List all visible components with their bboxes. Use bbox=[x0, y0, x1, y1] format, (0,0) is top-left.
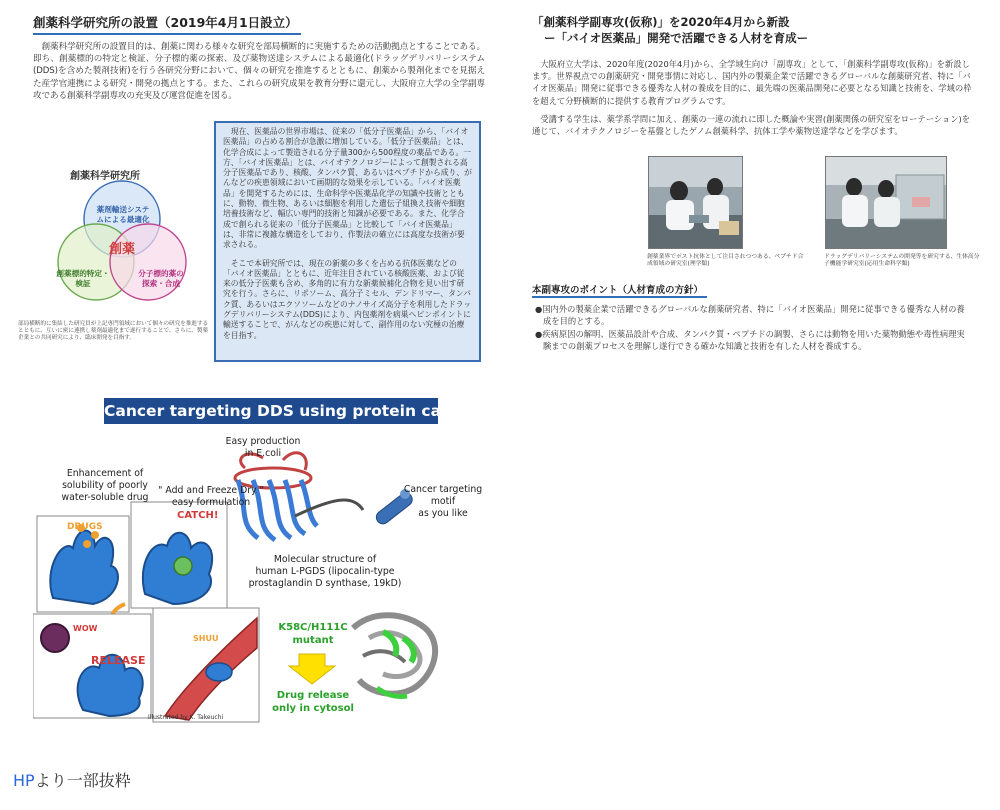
venn-left-label: 創薬標的特定・検証 bbox=[56, 269, 110, 288]
catch-label: CATCH! bbox=[177, 510, 219, 521]
venn-title: 創薬科学研究所 bbox=[70, 171, 140, 182]
lab-photo-peptide bbox=[648, 156, 743, 249]
institute-section bbox=[18, 14, 485, 362]
points-title: 本副専攻のポイント（人材育成の方針） bbox=[532, 285, 704, 296]
box-paragraph-2: そこで本研究所では、現在の新薬の多くを占める抗体医薬などの「バイオ医薬品」とともに、近年注目されている核酸医薬、および従来の低分子医薬も含め、多角的に有力な新薬候補化合物を見い出す研究を行う。さらに、リポソーム、高分子ミセル、デンドリマー、タンパク質、あるいはエクソソームなどのナノサイズ高分子を利用したドラッグデリバリーシステム(DDS)により、内包薬剤を病巣へピンポイントに輸送することで、がんなどの疾患に対して、副作用のない究極の治療を目指す。 bbox=[223, 258, 472, 340]
box-paragraph-1: 現在、医薬品の世界市場は、従来の「低分子医薬品」から、「バイオ医薬品」の占める割合が急激に増加している。「低分子医薬品」とは、化学合成によって製造される分子量300から500程度の薬品である。一方、「バイオ医薬品」とは、バイオテクノロジーによって創製される高分子医薬品であり、核酸、タンパク質、あるいはペプチドから成り、がんなどの疾患領域において画期的な効果を示している。「バイオ医薬品」を開発するためには、生命科学や医薬品化学の知識や技術とともに、動物、微生物、あるいは細胞を利用した遺伝子組換え技術や細胞培養技術など、幅広い専門的技術と知識が必要である。また、化学合成で創られる従来の「低分子医薬品」と比較して「バイオ医薬品」は、非常に複雑な構造をしており、作製法の確立には高度な技術が要求される。 bbox=[223, 127, 472, 250]
drug-release-label: Drug release only in cytosol bbox=[272, 690, 354, 714]
venn-diagram bbox=[18, 149, 211, 362]
venn-circle-right bbox=[110, 224, 186, 300]
wow-label: WOW bbox=[73, 624, 98, 633]
down-arrow-icon bbox=[289, 654, 335, 684]
hp-link[interactable]: HP bbox=[13, 771, 35, 790]
course-body-1: 大阪府立大学は、2020年度(2020年4月)から、全学域生向け「副専攻」として、「創薬科学副専攻(仮称)」を新設します。世界視点での創薬研究・開発事情に対応し、国内外の製薬企業で活躍できるグローバルな創薬研究者、特に「バイオ医薬品」開発に従事できる優秀な人材の養成を目的に、最先端の医薬品開発に必要となる知識と技術を、学域の枠を超えて分野横断的に提供する教育プログラムです。 bbox=[532, 59, 972, 106]
venn-top-label: 薬剤輸送システムによる最適化 bbox=[96, 205, 150, 224]
course-title-line2: ー「バイオ医薬品」開発で活躍できる人材を育成ー bbox=[544, 31, 809, 45]
vessel-panel-shuu bbox=[153, 608, 259, 722]
title-underline bbox=[33, 33, 301, 35]
venn-center-label: 創薬 bbox=[108, 242, 136, 257]
ribbon-structure-graphic bbox=[353, 615, 435, 696]
drugs-label: DRUGS bbox=[67, 522, 103, 532]
bio-drug-info-box bbox=[214, 121, 481, 362]
institute-title: 創薬科学研究所の設置（2019年4月1日設立） bbox=[33, 15, 298, 30]
illustration-credit: Illustrated by K. Takeuchi bbox=[148, 714, 224, 721]
photo-caption-peptide: 創薬業界でポスト抗体として注目されつつある、ペプチド合成領域の研究室(理学類) bbox=[647, 254, 804, 268]
lab-photo-dds bbox=[825, 156, 947, 249]
photo-caption-dds: ドラッグデリバリーシステムの開発等を研究する、生体高分子機能学研究室(応用生命科学類) bbox=[824, 254, 980, 268]
mutant-label: K58C/H111C mutant bbox=[278, 622, 348, 646]
shuu-label: SHUU bbox=[193, 634, 219, 643]
add-freeze-label: " Add and Freeze Dry " easy formulation bbox=[158, 485, 264, 508]
points-list bbox=[535, 304, 967, 354]
minor-course-section bbox=[532, 14, 980, 362]
venn-right-label: 分子標的薬の探索・合成 bbox=[138, 269, 184, 288]
course-title-line1: 「創薬科学副専攻(仮称)」を2020年4月から新設 bbox=[532, 15, 790, 29]
easy-production-label: Easy production in E.coli bbox=[225, 436, 301, 459]
molecular-structure-label: Molecular structure of human L-PGDS (lipocalin-type prostaglandin D synthase, 19kD) bbox=[248, 554, 402, 589]
course-body-2: 受講する学生は、薬学系学問に加え、創薬の一連の流れに即した概論や実習(創薬関係の研究室をローテーション)を通じて、バイオテクノロジーを基盤としたゲノム創薬科学、抗体工学や薬物送達学などを学びます。 bbox=[532, 113, 971, 137]
venn-circles bbox=[33, 149, 211, 319]
institute-body: 創薬科学研究所の設置目的は、創薬に関わる様々な研究を部局横断的に実施するための活動拠点とすることである。即ち、創薬標的の特定と検証、分子標的薬の探索、及び薬物送達システムによる最適化(ドラッグデリバリーシステム(DDS)を含めた製剤技術)を行う各研究分野において、個々の研究を推進するとともに、創薬から製剤化までを見据えた産学官連携による研究・開発の拠点とする。また、これらの研究成果を教育分野に還元し、大阪府立大学の全学副専攻である創薬科学副専攻の充実及び運営促進を図る。 bbox=[33, 41, 485, 102]
enhancement-label: Enhancement of solubility of poorly water-soluble drug bbox=[61, 468, 149, 503]
source-note bbox=[13, 768, 131, 791]
targeting-motif-label: Cancer targeting motif as you like bbox=[403, 484, 483, 519]
source-note-text: より一部抜粋 bbox=[34, 771, 131, 790]
dds-figure bbox=[33, 398, 493, 728]
release-label: RELEASE bbox=[91, 654, 146, 667]
list-item: ●疾病原因の解明、医薬品設計や合成、タンパク質・ペプチドの調製、さらには動物を用いた薬物動態や毒性病理実験までの創薬プロセスを理解し遂行できる確かな知識と技術を有した人材を養成する。 bbox=[535, 329, 965, 351]
list-item: ●国内外の製薬企業で活躍できるグローバルな創薬研究者、特に「バイオ医薬品」開発に従事できる優秀な人材の養成を目的とする。 bbox=[535, 304, 965, 326]
venn-caption: 部局横断的に集結した研究員が上記専門領域において個々の研究を推進するとともに、互いに密に連携し薬剤最適化まで遂行することで、さらに、製薬企業との共同研究により、臨床開発を目指す。 bbox=[18, 321, 209, 342]
figure-banner: Cancer targeting DDS using protein carrier bbox=[104, 398, 438, 424]
points-underline bbox=[532, 296, 707, 298]
